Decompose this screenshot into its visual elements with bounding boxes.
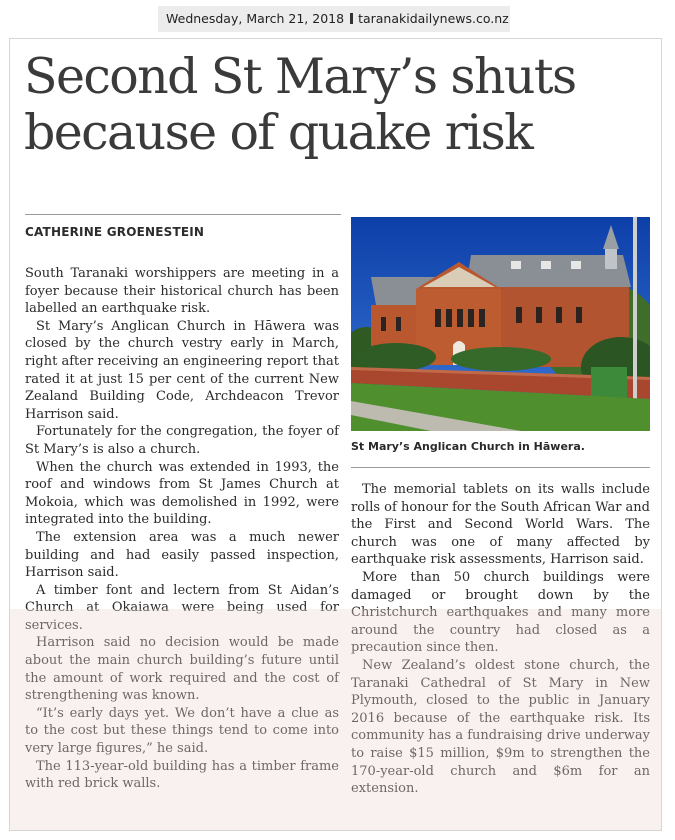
dateline-site: taranakidailynews.co.nz	[358, 11, 509, 26]
headline-line-1: Second St Mary’s shuts	[24, 48, 576, 105]
headline-line-2: because of quake risk	[24, 104, 533, 161]
dateline-bar	[158, 6, 510, 32]
byline: CATHERINE GROENESTEIN	[25, 225, 205, 239]
caption-rule	[351, 467, 650, 468]
article-column-right	[351, 481, 650, 798]
paragraph: More than 50 church buildings were damaged or brought down by the Christchurch earthquakes and many more around the country had closed as a precaution since then.	[351, 569, 650, 656]
paragraph: The memorial tablets on its walls include rolls of honour for the South African War and the First and Second World Wars. The church was one of many affected by earthquake risk assessments, Harrison said.	[351, 482, 650, 568]
paragraph: St Mary’s Anglican Church in Hāwera was closed by the church vestry early in March, right after receiving an engineering report that rated it at just 15 per cent of the current New Zealand Building Code, Archdeacon Trevor Harrison said.	[25, 318, 339, 422]
newspaper-clipping	[9, 38, 662, 831]
paragraph: A timber font and lectern from St Aidan’s Church at Okaiawa were being used for services.	[25, 582, 339, 633]
paragraph: South Taranaki worshippers are meeting in a foyer because their historical church has been labelled an earthquake risk.	[25, 266, 339, 317]
paragraph: Fortunately for the congregation, the foyer of St Mary’s is also a church.	[25, 424, 339, 457]
paragraph: The 113-year-old building has a timber frame with red brick walls.	[25, 758, 339, 792]
byline-rule	[25, 214, 341, 215]
paragraph: The extension area was a much newer building and had easily passed inspection, Harrison said.	[25, 529, 339, 581]
paragraph: New Zealand’s oldest stone church, the Taranaki Cathedral of St Mary in New Plymouth, closed to the public in January 2016 because of the earthquake risk. Its community has a fundraising drive underway to raise $15 million, $9m to strengthen the 170-year-old church and $6m for an extension.	[351, 657, 650, 797]
article-column-left	[25, 265, 339, 793]
photo-caption: St Mary’s Anglican Church in Hāwera.	[351, 440, 585, 453]
paragraph: When the church was extended in 1993, the roof and windows from St James Church at Mokoia, which was demolished in 1992, were integrated into the building.	[25, 459, 339, 528]
dateline-date: Wednesday, March 21, 2018	[166, 11, 345, 26]
dateline-separator	[350, 13, 353, 24]
paragraph: “It’s early days yet. We don’t have a clue as to the cost but these things tend to come into very large figures,” he said.	[25, 705, 339, 757]
paragraph: Harrison said no decision would be made about the main church building’s future until the amount of work required and the cost of strengthening was known.	[25, 635, 339, 704]
church-photo	[351, 217, 650, 431]
headline	[24, 49, 654, 161]
